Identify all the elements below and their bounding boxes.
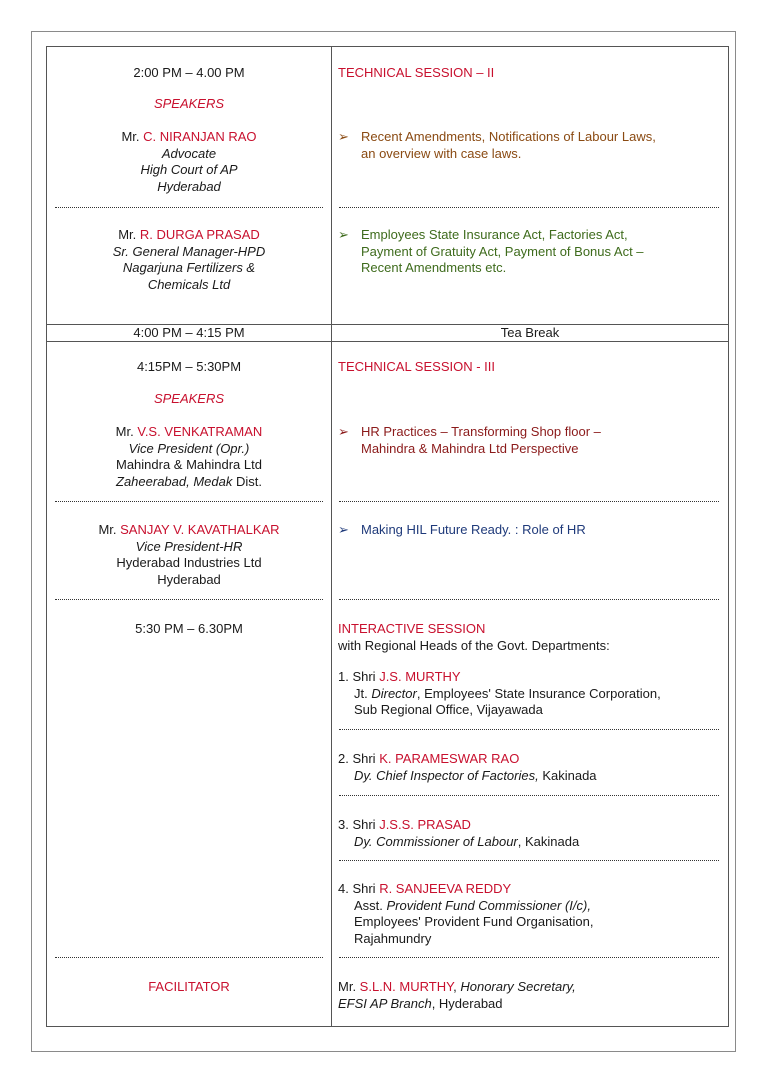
topic-line: HR Practices – Transforming Shop floor –	[361, 424, 601, 439]
session-time: 2:00 PM – 4.00 PM	[133, 65, 245, 80]
bullet-arrow-icon: ➢	[338, 522, 349, 537]
speaker-line: Hyderabad Industries Ltd	[116, 555, 262, 570]
official-line: Asst.	[354, 897, 387, 913]
speaker-line: Vice President (Opr.)	[128, 440, 250, 456]
topic-line: Payment of Gratuity Act, Payment of Bonus Act –	[361, 243, 644, 259]
break-label: Tea Break	[500, 325, 560, 340]
dotted-separator	[339, 729, 719, 730]
topic-line: Recent Amendments etc.	[361, 260, 507, 275]
bullet-arrow-icon: ➢	[338, 424, 349, 439]
speaker-prefix: Mr.	[121, 129, 144, 144]
speaker-name: SANJAY V. KAVATHALKAR	[120, 522, 280, 537]
dotted-separator	[339, 957, 719, 958]
speaker-line: Nagarjuna Fertilizers &	[122, 260, 256, 275]
speaker-line: Hyderabad	[157, 571, 221, 587]
speaker-line: Hyderabad	[157, 178, 221, 194]
official-number: 4. Shri	[338, 881, 380, 896]
official-line: Director	[371, 685, 417, 701]
speaker-card	[47, 227, 331, 293]
topic-item	[338, 227, 718, 277]
official-line: Sub Regional Office, Vijayawada	[354, 702, 543, 717]
session-subtitle: with Regional Heads of the Govt. Departments:	[338, 637, 610, 653]
facilitator-details	[338, 979, 723, 1012]
facilitator-name: S.L.N. MURTHY	[359, 979, 454, 994]
dotted-separator	[339, 860, 719, 861]
facilitator-line: ,	[453, 979, 461, 994]
interactive-header	[338, 621, 723, 654]
dotted-separator	[339, 599, 719, 600]
speakers-heading: SPEAKERS	[153, 96, 225, 111]
speaker-line: Dist.	[232, 473, 262, 489]
speaker-line: Zaheerabad, Medak	[116, 473, 233, 489]
official-line: Dy. Chief Inspector of Factories,	[354, 767, 539, 783]
speaker-line: Chemicals Ltd	[147, 276, 231, 292]
speaker-line: Sr. General Manager-HPD	[112, 243, 266, 259]
topic-line: Employees State Insurance Act, Factories Act,	[361, 227, 628, 242]
dotted-separator	[339, 207, 719, 208]
facilitator-line: , Hyderabad	[431, 995, 503, 1011]
bullet-arrow-icon: ➢	[338, 227, 349, 242]
topic-line: Making HIL Future Ready. : Role of HR	[361, 522, 586, 537]
topic-item	[338, 424, 718, 457]
bullet-arrow-icon: ➢	[338, 129, 349, 144]
speaker-line: Mahindra & Mahindra Ltd	[116, 457, 262, 472]
facilitator-line: Mr.	[338, 979, 360, 994]
speaker-name: R. DURGA PRASAD	[139, 227, 260, 242]
official-entry	[338, 881, 723, 947]
official-line: , Kakinada	[517, 833, 580, 849]
official-name: K. PARAMESWAR RAO	[379, 751, 520, 766]
facilitator-label: FACILITATOR	[148, 979, 230, 994]
official-line: Kakinada	[538, 767, 597, 783]
speaker-line: Vice President-HR	[135, 538, 243, 554]
facilitator-line: EFSI AP Branch	[338, 995, 432, 1011]
speaker-prefix: Mr.	[118, 227, 140, 242]
speaker-prefix: Mr.	[115, 424, 138, 439]
speaker-card	[47, 129, 331, 195]
dotted-separator	[55, 501, 323, 502]
official-line: Employees' Provident Fund Organisation,	[354, 914, 594, 929]
official-line: , Employees' State Insurance Corporation,	[416, 685, 661, 701]
official-line: Dy. Commissioner of Labour	[354, 833, 518, 849]
official-entry	[338, 751, 723, 784]
break-time: 4:00 PM – 4:15 PM	[133, 325, 245, 340]
official-name: J.S.S. PRASAD	[379, 817, 471, 832]
session-time: 4:15PM – 5:30PM	[136, 359, 242, 374]
session-title: TECHNICAL SESSION – II	[338, 65, 495, 80]
official-line: Provident Fund Commissioner (I/c),	[386, 897, 591, 913]
facilitator-line: Honorary Secretary,	[460, 979, 576, 994]
official-number: 2. Shri	[338, 751, 380, 766]
dotted-separator	[55, 599, 323, 600]
speaker-line: High Court of AP	[140, 162, 238, 177]
topic-item	[338, 129, 718, 162]
official-line: Rajahmundry	[354, 930, 432, 946]
official-number: 1. Shri	[338, 669, 380, 684]
speaker-line: Advocate	[161, 145, 217, 161]
topic-line: an overview with case laws.	[361, 145, 522, 161]
speaker-prefix: Mr.	[98, 522, 121, 537]
session-title: INTERACTIVE SESSION	[338, 621, 486, 636]
speaker-name: V.S. VENKATRAMAN	[137, 424, 263, 439]
official-number: 3. Shri	[338, 817, 380, 832]
session-time: 5:30 PM – 6.30PM	[135, 621, 243, 636]
dotted-separator	[339, 501, 719, 502]
dotted-separator	[55, 207, 323, 208]
official-entry	[338, 669, 723, 719]
official-name: J.S. MURTHY	[379, 669, 461, 684]
topic-line: Recent Amendments, Notifications of Labour Laws,	[361, 129, 656, 144]
topic-item	[338, 522, 718, 539]
speaker-card	[47, 522, 331, 588]
speaker-card	[47, 424, 331, 490]
official-line: Jt.	[354, 685, 372, 701]
official-name: R. SANJEEVA REDDY	[379, 881, 512, 896]
topic-line: Mahindra & Mahindra Ltd Perspective	[361, 440, 579, 456]
dotted-separator	[339, 795, 719, 796]
schedule-table	[46, 46, 729, 1027]
session-title: TECHNICAL SESSION - III	[338, 359, 495, 374]
dotted-separator	[55, 957, 323, 958]
speaker-name: C. NIRANJAN RAO	[143, 129, 257, 144]
column-divider	[331, 47, 332, 1026]
speakers-heading: SPEAKERS	[153, 391, 225, 406]
official-entry	[338, 817, 723, 850]
